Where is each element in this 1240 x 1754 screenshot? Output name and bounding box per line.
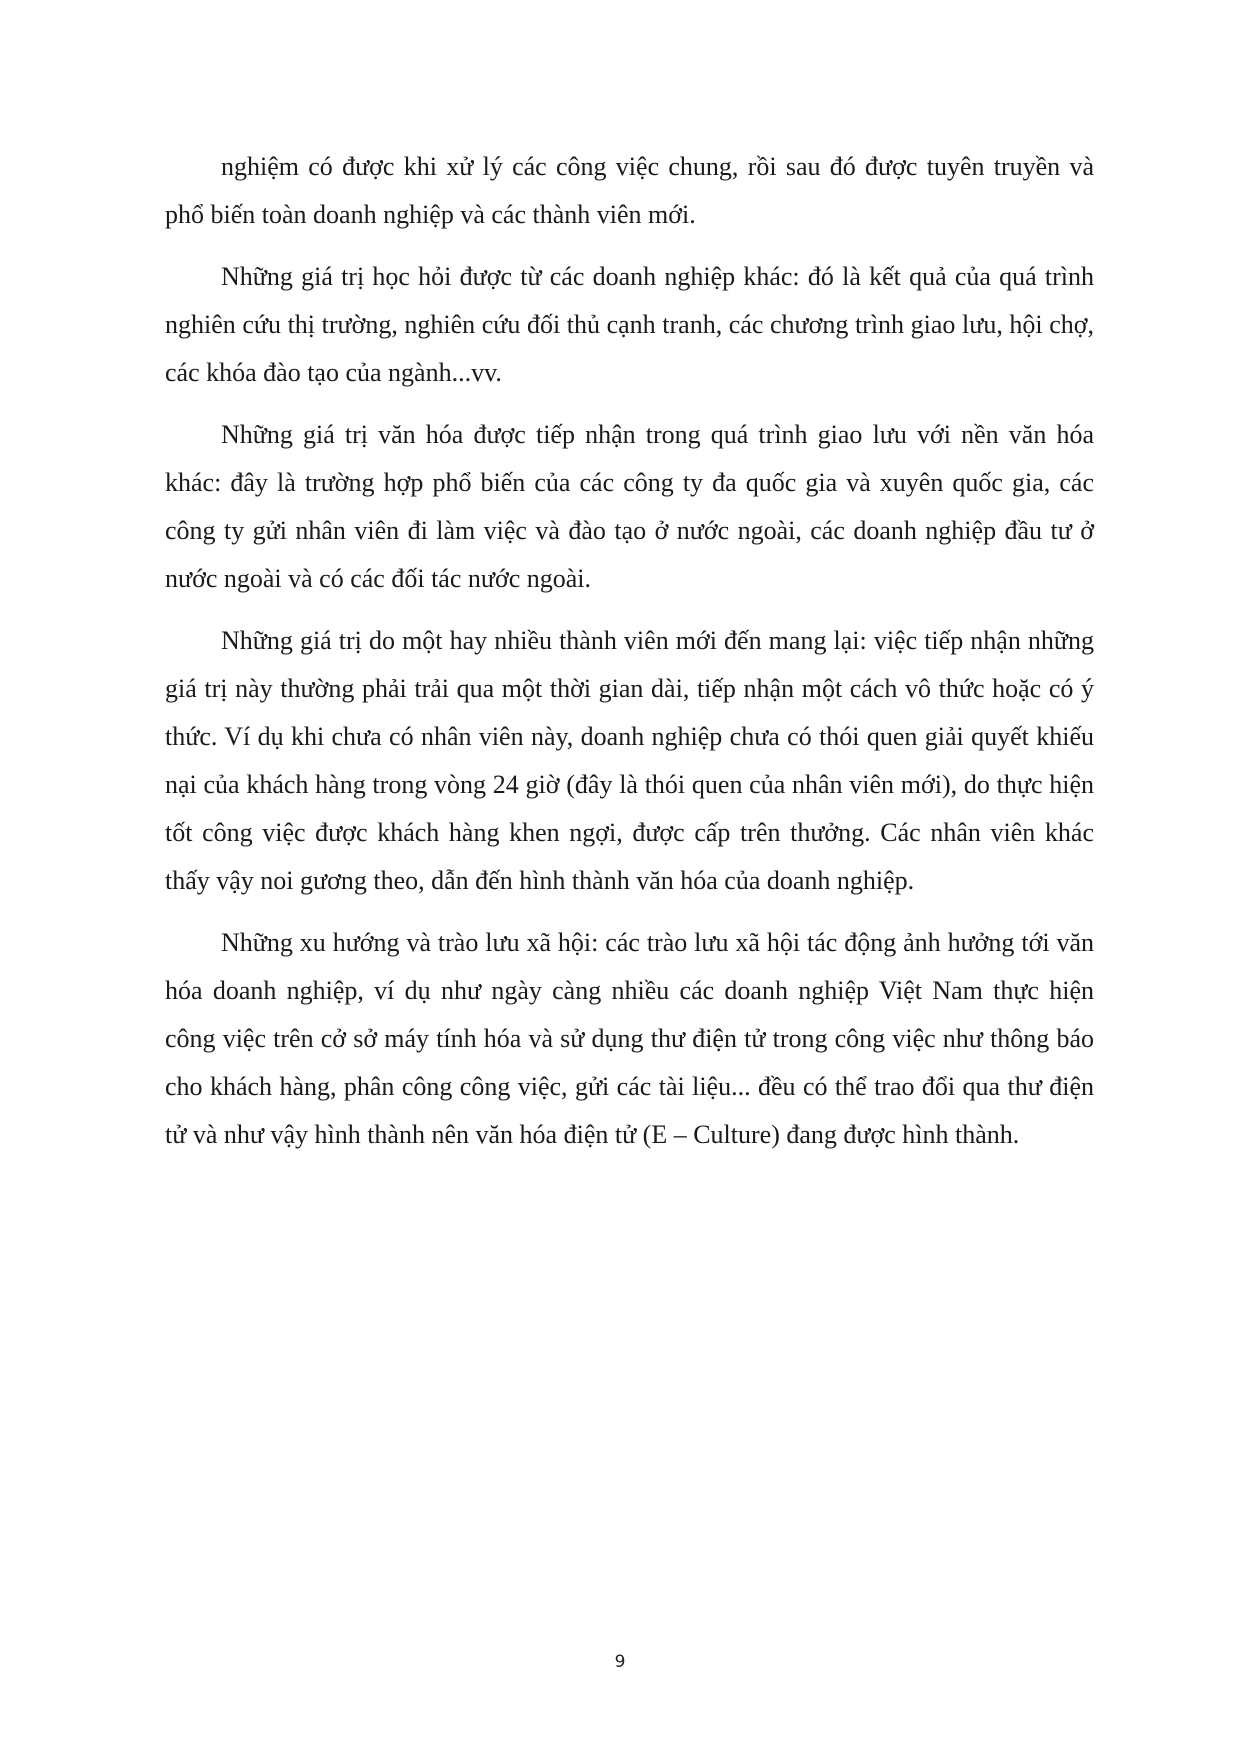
paragraph-new-members: Những giá trị do một hay nhiều thành viên mới đến mang lại: việc tiếp nhận những giá trị này thường phải trải qua một thời gian dài, tiếp nhận một cách vô thức hoặc có ý thức. Ví dụ khi chưa có nhân viên này, doanh nghiệp chưa có thói quen giải quyết khiếu nại của khách hàng trong vòng 24 giờ (đây là thói quen của nhân viên mới), do thực hiện tốt công việc được khách hàng khen ngợi, được cấp trên thưởng. Các nhân viên khác thấy vậy noi gương theo, dẫn đến hình thành văn hóa của doanh nghiệp. [165, 626, 1094, 895]
paragraph-learned-values: Những giá trị học hỏi được từ các doanh nghiệp khác: đó là kết quả của quá trình nghiên cứu thị trường, nghiên cứu đối thủ cạnh tranh, các chương trình giao lưu, hội chợ, các khóa đào tạo của ngành...vv. [165, 262, 1094, 387]
paragraph-continuation: nghiệm có được khi xử lý các công việc chung, rồi sau đó được tuyên truyền và phổ biến toàn doanh nghiệp và các thành viên mới. [165, 152, 1094, 229]
paragraph-cultural-exchange: Những giá trị văn hóa được tiếp nhận trong quá trình giao lưu với nền văn hóa khác: đây là trường hợp phổ biến của các công ty đa quốc gia và xuyên quốc gia, các công ty gửi nhân viên đi làm việc và đào tạo ở nước ngoài, các doanh nghiệp đầu tư ở nước ngoài và có các đối tác nước ngoài. [165, 420, 1094, 593]
body-text [165, 143, 1094, 1173]
paragraph-social-trends: Những xu hướng và trào lưu xã hội: các trào lưu xã hội tác động ảnh hưởng tới văn hóa doanh nghiệp, ví dụ như ngày càng nhiều các doanh nghiệp Việt Nam thực hiện công việc trên cở sở máy tính hóa và sử dụng thư điện tử trong công việc như thông báo cho khách hàng, phân công công việc, gửi các tài liệu... đều có thể trao đổi qua thư điện tử và như vậy hình thành nên văn hóa điện tử (E – Culture) đang được hình thành. [165, 928, 1094, 1149]
page-number: 9 [614, 1652, 626, 1672]
